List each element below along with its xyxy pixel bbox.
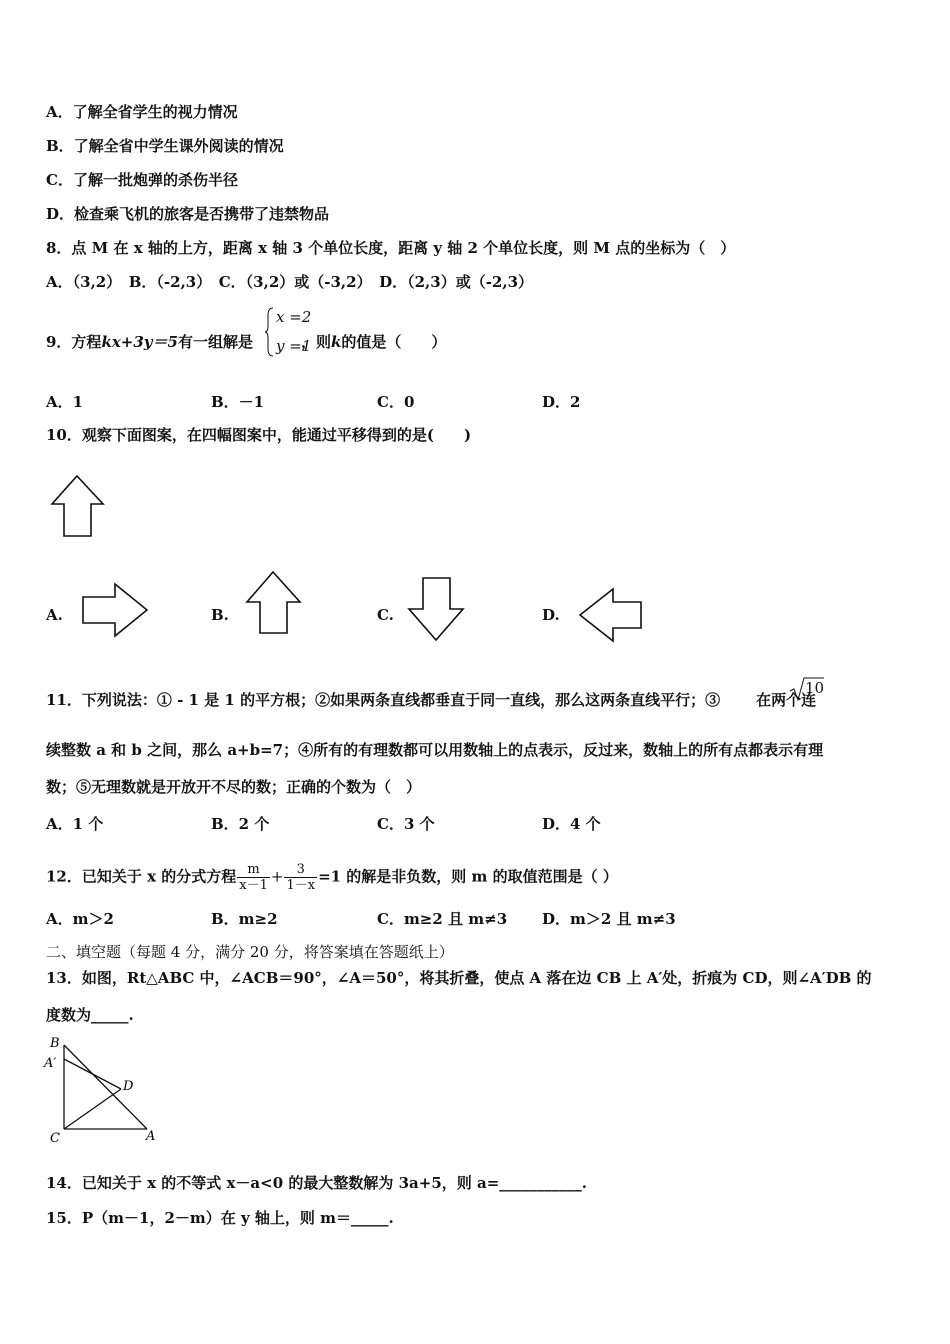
q12-frac2-numerator: 3 [284, 862, 317, 878]
q7-option-b: B．了解全省中学生课外阅读的情况 [46, 137, 284, 155]
q12-stem-post: =1 的解是非负数，则 m 的取值范围是（ ） [318, 867, 618, 886]
q9-var-k: k [330, 333, 342, 351]
q13-label-a: A [146, 1129, 156, 1144]
q9-option-b: B．－1 [211, 393, 265, 411]
q13-label-a-prime: A′ [44, 1056, 57, 1071]
q10-original-arrow-figure [50, 474, 110, 539]
q7-option-c: C．了解一批炮弹的杀伤半径 [46, 171, 238, 189]
q9-stem-end: 的值是（ ） [341, 333, 447, 351]
q9-option-c: C．0 [377, 393, 415, 411]
q11-option-a: A．1 个 [46, 815, 104, 833]
q13-triangle-diagram [40, 1032, 170, 1147]
q12-option-b: B．m≥2 [211, 910, 278, 928]
q9-system-line2: y =1 [276, 337, 312, 355]
q12-fraction-1 [237, 862, 270, 893]
q11-stem-part2: 在两个连 [756, 691, 817, 709]
q11-line1 [46, 690, 816, 710]
q9-system-line1: x =2 [276, 308, 312, 326]
q9-brace [265, 307, 275, 357]
q11-line2: 续整数 a 和 b 之间，那么 a+b=7；④所有的有理数都可以用数轴上的点表示，反过来，数轴上的所有点都表示有理 [46, 741, 824, 759]
q15-text: 15．P（m－1，2－m）在 y 轴上，则 m＝_____. [46, 1209, 394, 1227]
q14-text: 14．已知关于 x 的不等式 x－a<0 的最大整数解为 3a+5，则 a=___________. [46, 1174, 587, 1192]
q10-label-d: D. [542, 606, 560, 624]
q12-option-d: D．m＞2 且 m≠3 [542, 910, 676, 928]
q12-plus: + [270, 867, 284, 886]
q9-stem-mid: 有一组解是 [177, 333, 253, 351]
q7-option-a: A．了解全省学生的视力情况 [46, 103, 238, 121]
section-2-heading: 二、填空题（每题 4 分，满分 20 分，将答案填在答题纸上） [46, 943, 454, 961]
q11-sqrt-radicand: 10 [805, 679, 825, 697]
q7-option-d: D．检查乘飞机的旅客是否携带了违禁物品 [46, 205, 330, 223]
q10-label-b: B. [211, 606, 229, 624]
q9-stem-post: ，则 [300, 333, 331, 351]
q10-option-a-right-arrow [82, 582, 150, 640]
q12-stem [46, 862, 618, 893]
q10-option-d-left-arrow [578, 587, 646, 645]
q9-equation: kx+3y＝5 [101, 333, 178, 351]
q13-line2: 度数为_____. [46, 1006, 134, 1024]
q12-option-c: C．m≥2 且 m≠3 [377, 910, 508, 928]
q12-stem-pre: 12．已知关于 x 的分式方程 [46, 867, 237, 886]
q13-label-c: C [50, 1131, 60, 1146]
q8-options: A．（3,2） B．（-2,3） C．（3,2）或（-3,2） D．（2,3）或（-2,3） [46, 273, 534, 291]
q10-label-a: A. [46, 606, 63, 624]
q12-frac1-denominator: x－1 [239, 878, 268, 893]
q11-option-b: B．2 个 [211, 815, 270, 833]
q10-stem: 10．观察下面图案，在四幅图案中，能通过平移得到的是( ) [46, 426, 472, 444]
q9-stem [46, 332, 446, 352]
q11-stem-part1: 11．下列说法：① - 1 是 1 的平方根；②如果两条直线都垂直于同一直线，那么这两条直线平行；③ [46, 691, 721, 709]
q10-label-c: C. [377, 606, 394, 624]
q8-stem: 8．点 M 在 x 轴的上方，距离 x 轴 3 个单位长度，距离 y 轴 2 个单位长度，则 M 点的坐标为（ ） [46, 239, 736, 257]
q11-option-c: C．3 个 [377, 815, 435, 833]
q10-option-b-up-arrow [246, 570, 304, 636]
q11-option-d: D．4 个 [542, 815, 601, 833]
q10-option-c-down-arrow [408, 577, 466, 643]
q12-frac2-denominator: 1－x [286, 878, 316, 893]
q9-option-d: D．2 [542, 393, 581, 411]
q13-line1: 13．如图，Rt△ABC 中，∠ACB＝90°，∠A＝50°，将其折叠，使点 A 落在边 CB 上 A′处，折痕为 CD，则∠A′DB 的 [46, 969, 872, 987]
q12-option-a: A．m＞2 [46, 910, 114, 928]
q12-frac1-numerator: m [237, 862, 270, 878]
q11-line3: 数；⑤无理数就是开放开不尽的数；正确的个数为（ ） [46, 778, 422, 796]
q9-stem-pre: 9．方程 [46, 333, 102, 351]
q12-fraction-2 [284, 862, 317, 893]
q9-option-a: A．1 [46, 393, 84, 411]
q13-label-d: D [123, 1079, 134, 1094]
q13-label-b: B [50, 1036, 60, 1051]
